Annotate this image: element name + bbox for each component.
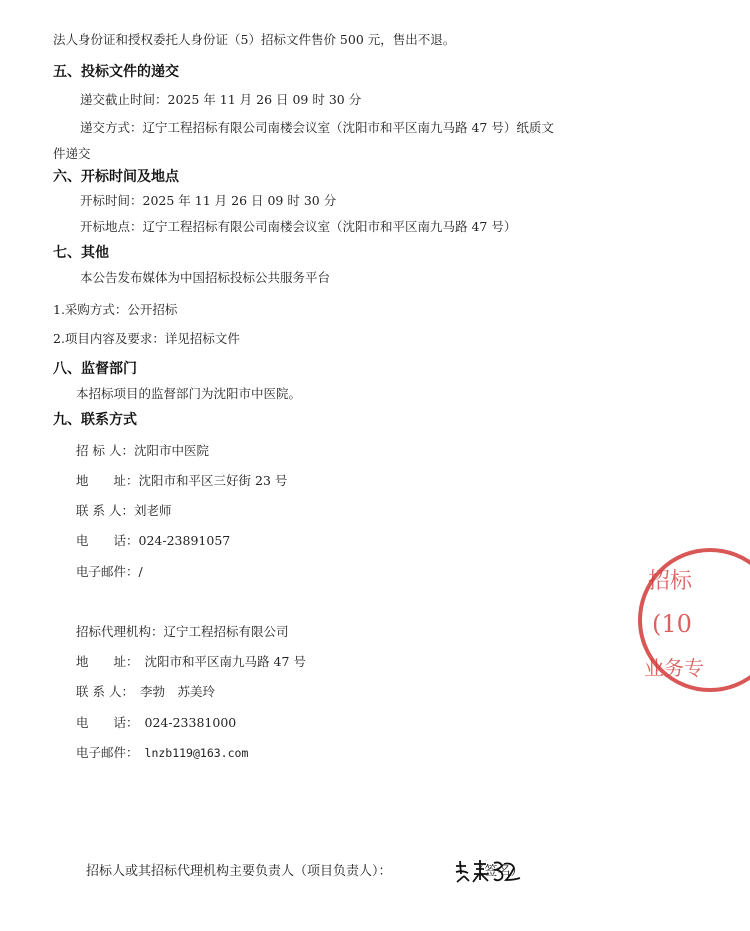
supervision-text: 本招标项目的监督部门为沈阳市中医院。 [76, 386, 302, 401]
opening-place: 开标地点：辽宁工程招标有限公司南楼会议室（沈阳市和平区南九马路 47 号） [80, 219, 517, 234]
procurement-method: 1.采购方式：公开招标 [53, 302, 178, 317]
section-6-title: 六、开标时间及地点 [53, 169, 179, 185]
agency-name-row [76, 624, 289, 640]
opening-time: 开标时间：2025 年 11 月 26 日 09 时 30 分 [80, 193, 337, 208]
agency-email-label: 电子邮件： [76, 745, 139, 760]
tenderer-address: 沈阳市和平区三好街 23 号 [138, 473, 288, 488]
doc-fee-line: 法人身份证和授权委托人身份证（5）招标文件售价 500 元，售出不退。 [53, 32, 456, 47]
agency-email-row [76, 745, 248, 761]
tenderer-email-row [76, 564, 143, 580]
handwritten-signature [452, 858, 522, 884]
agency-contact-row [76, 684, 215, 700]
agency-contact-label: 联 系 人： [76, 684, 134, 699]
section-5-title: 五、投标文件的递交 [53, 64, 179, 80]
tenderer-name-label: 招 标 人： [76, 443, 134, 458]
official-seal [640, 540, 750, 700]
section-9-title: 九、联系方式 [53, 412, 137, 428]
tenderer-address-row [76, 473, 287, 489]
agency-name-label: 招标代理机构： [76, 624, 164, 639]
seal-text-top: 招标 [648, 569, 693, 594]
submission-deadline: 递交截止时间：2025 年 11 月 26 日 09 时 30 分 [80, 92, 362, 107]
tenderer-phone-label: 电 话： [76, 533, 139, 548]
tenderer-email-label: 电子邮件： [76, 564, 139, 579]
seal-text-mid: (10 [652, 610, 692, 638]
tenderer-email: / [138, 564, 143, 579]
agency-name: 辽宁工程招标有限公司 [163, 624, 289, 639]
signature-label: 招标人或其招标代理机构主要负责人（项目负责人）： [86, 864, 392, 879]
section-8-title: 八、监督部门 [53, 361, 137, 377]
project-requirements: 2.项目内容及要求：详见招标文件 [53, 331, 240, 346]
tenderer-contact: 刘老师 [133, 503, 172, 518]
tenderer-contact-label: 联 系 人： [76, 503, 134, 518]
agency-phone: 024-23381000 [144, 715, 237, 730]
agency-address-row [76, 654, 306, 670]
agency-address-label: 地 址： [76, 654, 139, 669]
submission-method: 递交方式：辽宁工程招标有限公司南楼会议室（沈阳市和平区南九马路 47 号）纸质文 [80, 120, 554, 135]
tenderer-name-row [76, 443, 209, 459]
section-7-title: 七、其他 [53, 245, 109, 261]
tenderer-phone: 024-23891057 [138, 533, 231, 548]
agency-phone-label: 电 话： [76, 715, 139, 730]
agency-contact: 李勃 苏美玲 [139, 684, 215, 699]
tenderer-name: 沈阳市中医院 [133, 443, 209, 458]
agency-phone-row [76, 715, 236, 731]
agency-address: 沈阳市和平区南九马路 47 号 [144, 654, 306, 669]
seal-text-bottom: 业务专 [644, 656, 704, 680]
submission-method-cont: 件递交 [53, 146, 91, 161]
publish-media: 本公告发布媒体为中国招标投标公共服务平台 [80, 270, 331, 285]
signature-suffix: （签名） [471, 864, 524, 879]
agency-email: lnzb119@163.com [144, 746, 249, 760]
tenderer-address-label: 地 址： [76, 473, 139, 488]
tenderer-contact-row [76, 503, 171, 519]
tenderer-phone-row [76, 533, 230, 549]
